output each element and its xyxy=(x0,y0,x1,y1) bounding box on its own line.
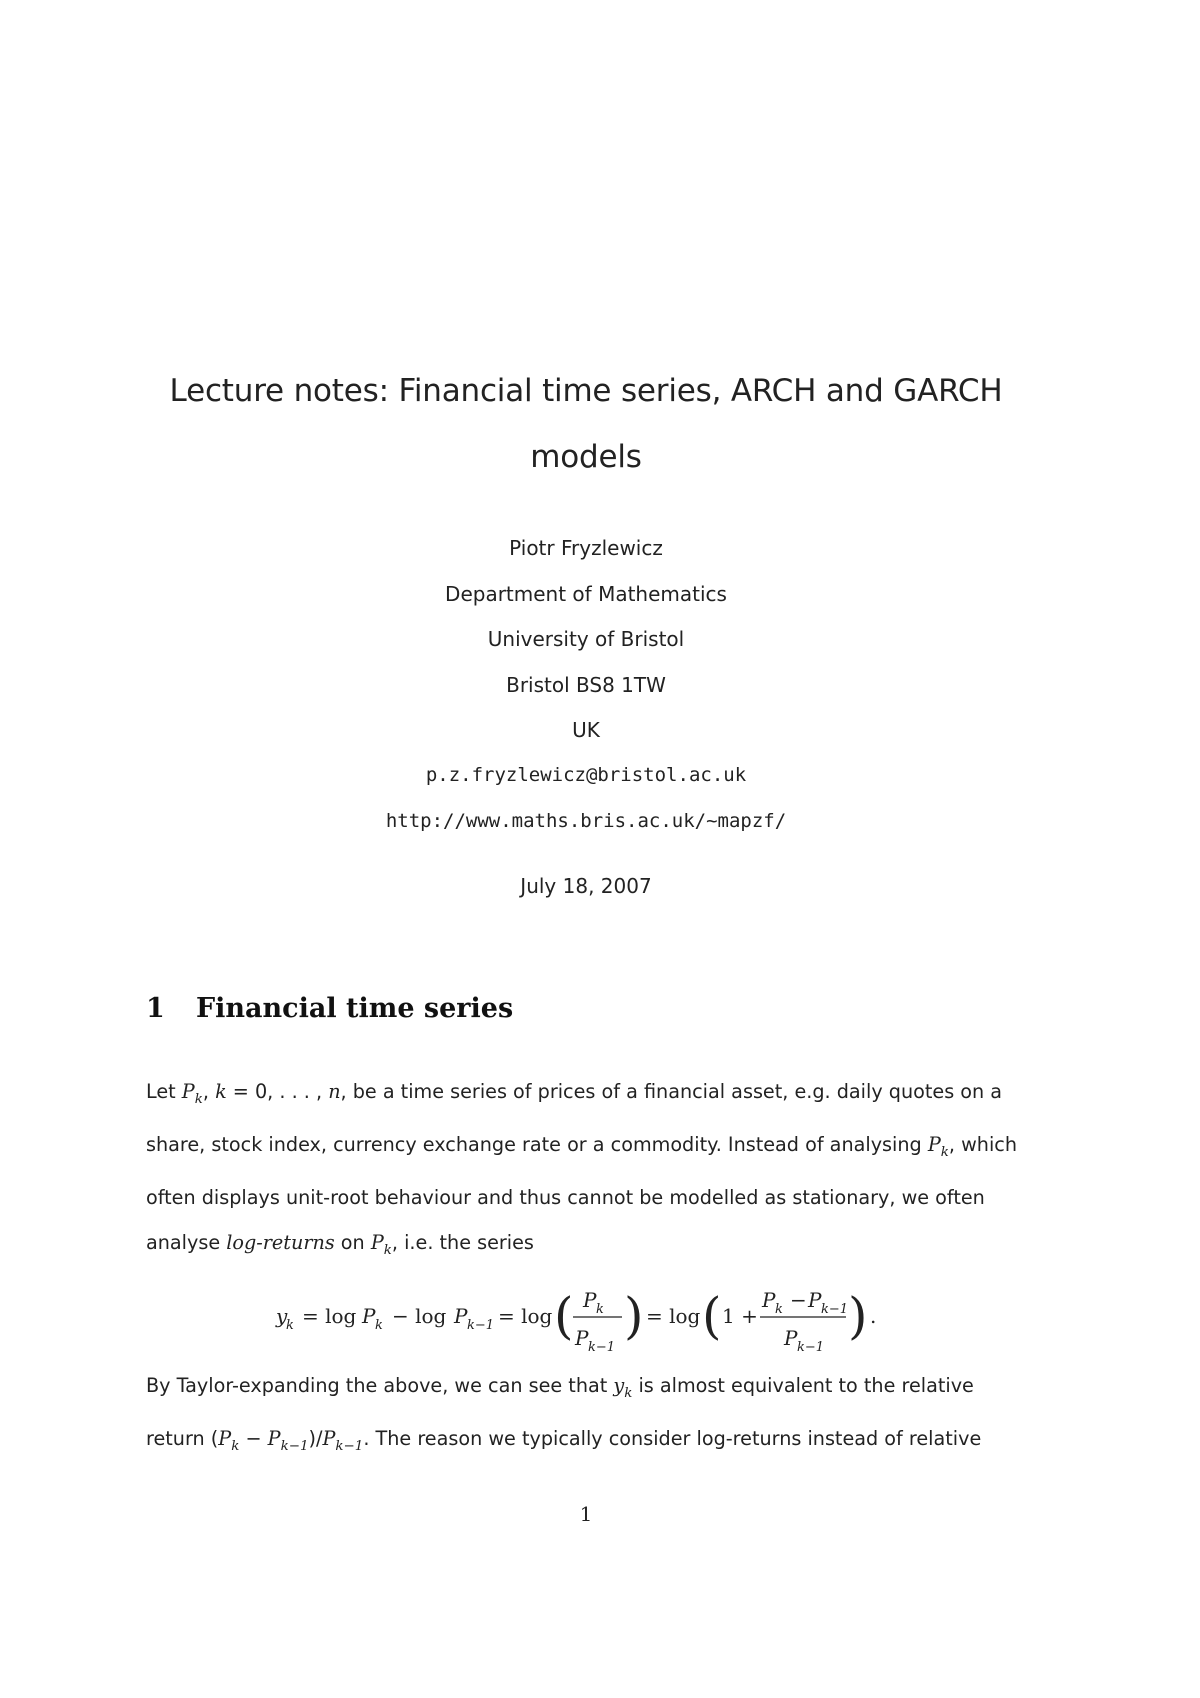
paragraph-2-line-2: return $(P_k - P_{k-1})/P_{k-1}$. The reason we typically consider log-returns instead of relative xyxy=(146,1426,982,1454)
svg-text:= log: = log xyxy=(646,1304,701,1328)
svg-text:= log: = log xyxy=(498,1304,553,1328)
page-number: 1 xyxy=(579,1502,593,1526)
svg-text:(: ( xyxy=(554,1287,574,1345)
paragraph-1-line-4: analyse log-returns on $P_k$, i.e. the series xyxy=(146,1230,534,1258)
svg-text:P: P xyxy=(454,1304,468,1328)
author-email[interactable]: p.z.fryzlewicz@bristol.ac.uk xyxy=(425,764,747,786)
author-department: Department of Mathematics xyxy=(445,582,727,606)
paragraph-1 xyxy=(146,1069,1022,1272)
title-line-1: Lecture notes: Financial time series, ARCH and GARCH xyxy=(169,373,1003,409)
author-country: UK xyxy=(572,718,600,742)
paragraph-2-line-1: By Taylor-expanding the above, we can see that $y_k$ is almost equivalent to the relative xyxy=(146,1374,974,1401)
paper-date: July 18, 2007 xyxy=(520,874,652,898)
svg-text:− log: − log xyxy=(392,1304,447,1328)
svg-text:P: P xyxy=(575,1326,589,1350)
svg-text:k: k xyxy=(596,1302,604,1317)
author-university: University of Bristol xyxy=(487,627,685,651)
svg-text:): ) xyxy=(848,1287,868,1345)
svg-text:k−1: k−1 xyxy=(797,1340,825,1355)
author-name: Piotr Fryzlewicz xyxy=(509,536,663,560)
svg-text:1 +: 1 + xyxy=(722,1304,758,1328)
svg-text:P: P xyxy=(583,1288,597,1312)
svg-text:P: P xyxy=(784,1326,798,1350)
svg-text:−: − xyxy=(790,1288,807,1312)
title-line-2: models xyxy=(530,439,642,475)
paragraph-1-line-2: share, stock index, currency exchange rate or a commodity. Instead of analysing $P_k$, which xyxy=(146,1132,1017,1160)
svg-text:.: . xyxy=(870,1304,877,1328)
svg-text:k−1: k−1 xyxy=(588,1340,616,1355)
section-number: 1 xyxy=(146,993,165,1024)
svg-text:= log: = log xyxy=(302,1304,357,1328)
svg-text:k−1: k−1 xyxy=(821,1302,849,1317)
svg-text:(: ( xyxy=(702,1287,722,1345)
paragraph-1-line-3: often displays unit-root behaviour and thus cannot be modelled as stationary, we often xyxy=(146,1185,985,1209)
section-title: Financial time series xyxy=(196,993,514,1024)
paper-title xyxy=(146,358,1026,490)
svg-text:k: k xyxy=(775,1302,783,1317)
svg-text:P: P xyxy=(808,1288,822,1312)
svg-text:): ) xyxy=(624,1287,644,1345)
svg-text:k−1: k−1 xyxy=(467,1318,495,1333)
log-returns-emphasis: log-returns xyxy=(226,1230,335,1254)
svg-text:P: P xyxy=(362,1304,376,1328)
section-heading xyxy=(146,993,513,1024)
svg-text:k: k xyxy=(375,1318,383,1333)
paragraph-1-line-1: Let $P_k$, k = 0, . . . , n, be a time series of prices of a financial asset, e.g. daily quotes on a xyxy=(146,1080,1003,1107)
svg-text:k: k xyxy=(286,1318,294,1333)
author-city: Bristol BS8 1TW xyxy=(506,673,666,697)
author-url[interactable]: http://www.maths.bris.ac.uk/~mapzf/ xyxy=(385,810,787,832)
svg-text:y: y xyxy=(276,1304,288,1328)
log-return-equation xyxy=(270,1275,910,1355)
paragraph-2 xyxy=(146,1363,1022,1469)
svg-text:P: P xyxy=(762,1288,776,1312)
